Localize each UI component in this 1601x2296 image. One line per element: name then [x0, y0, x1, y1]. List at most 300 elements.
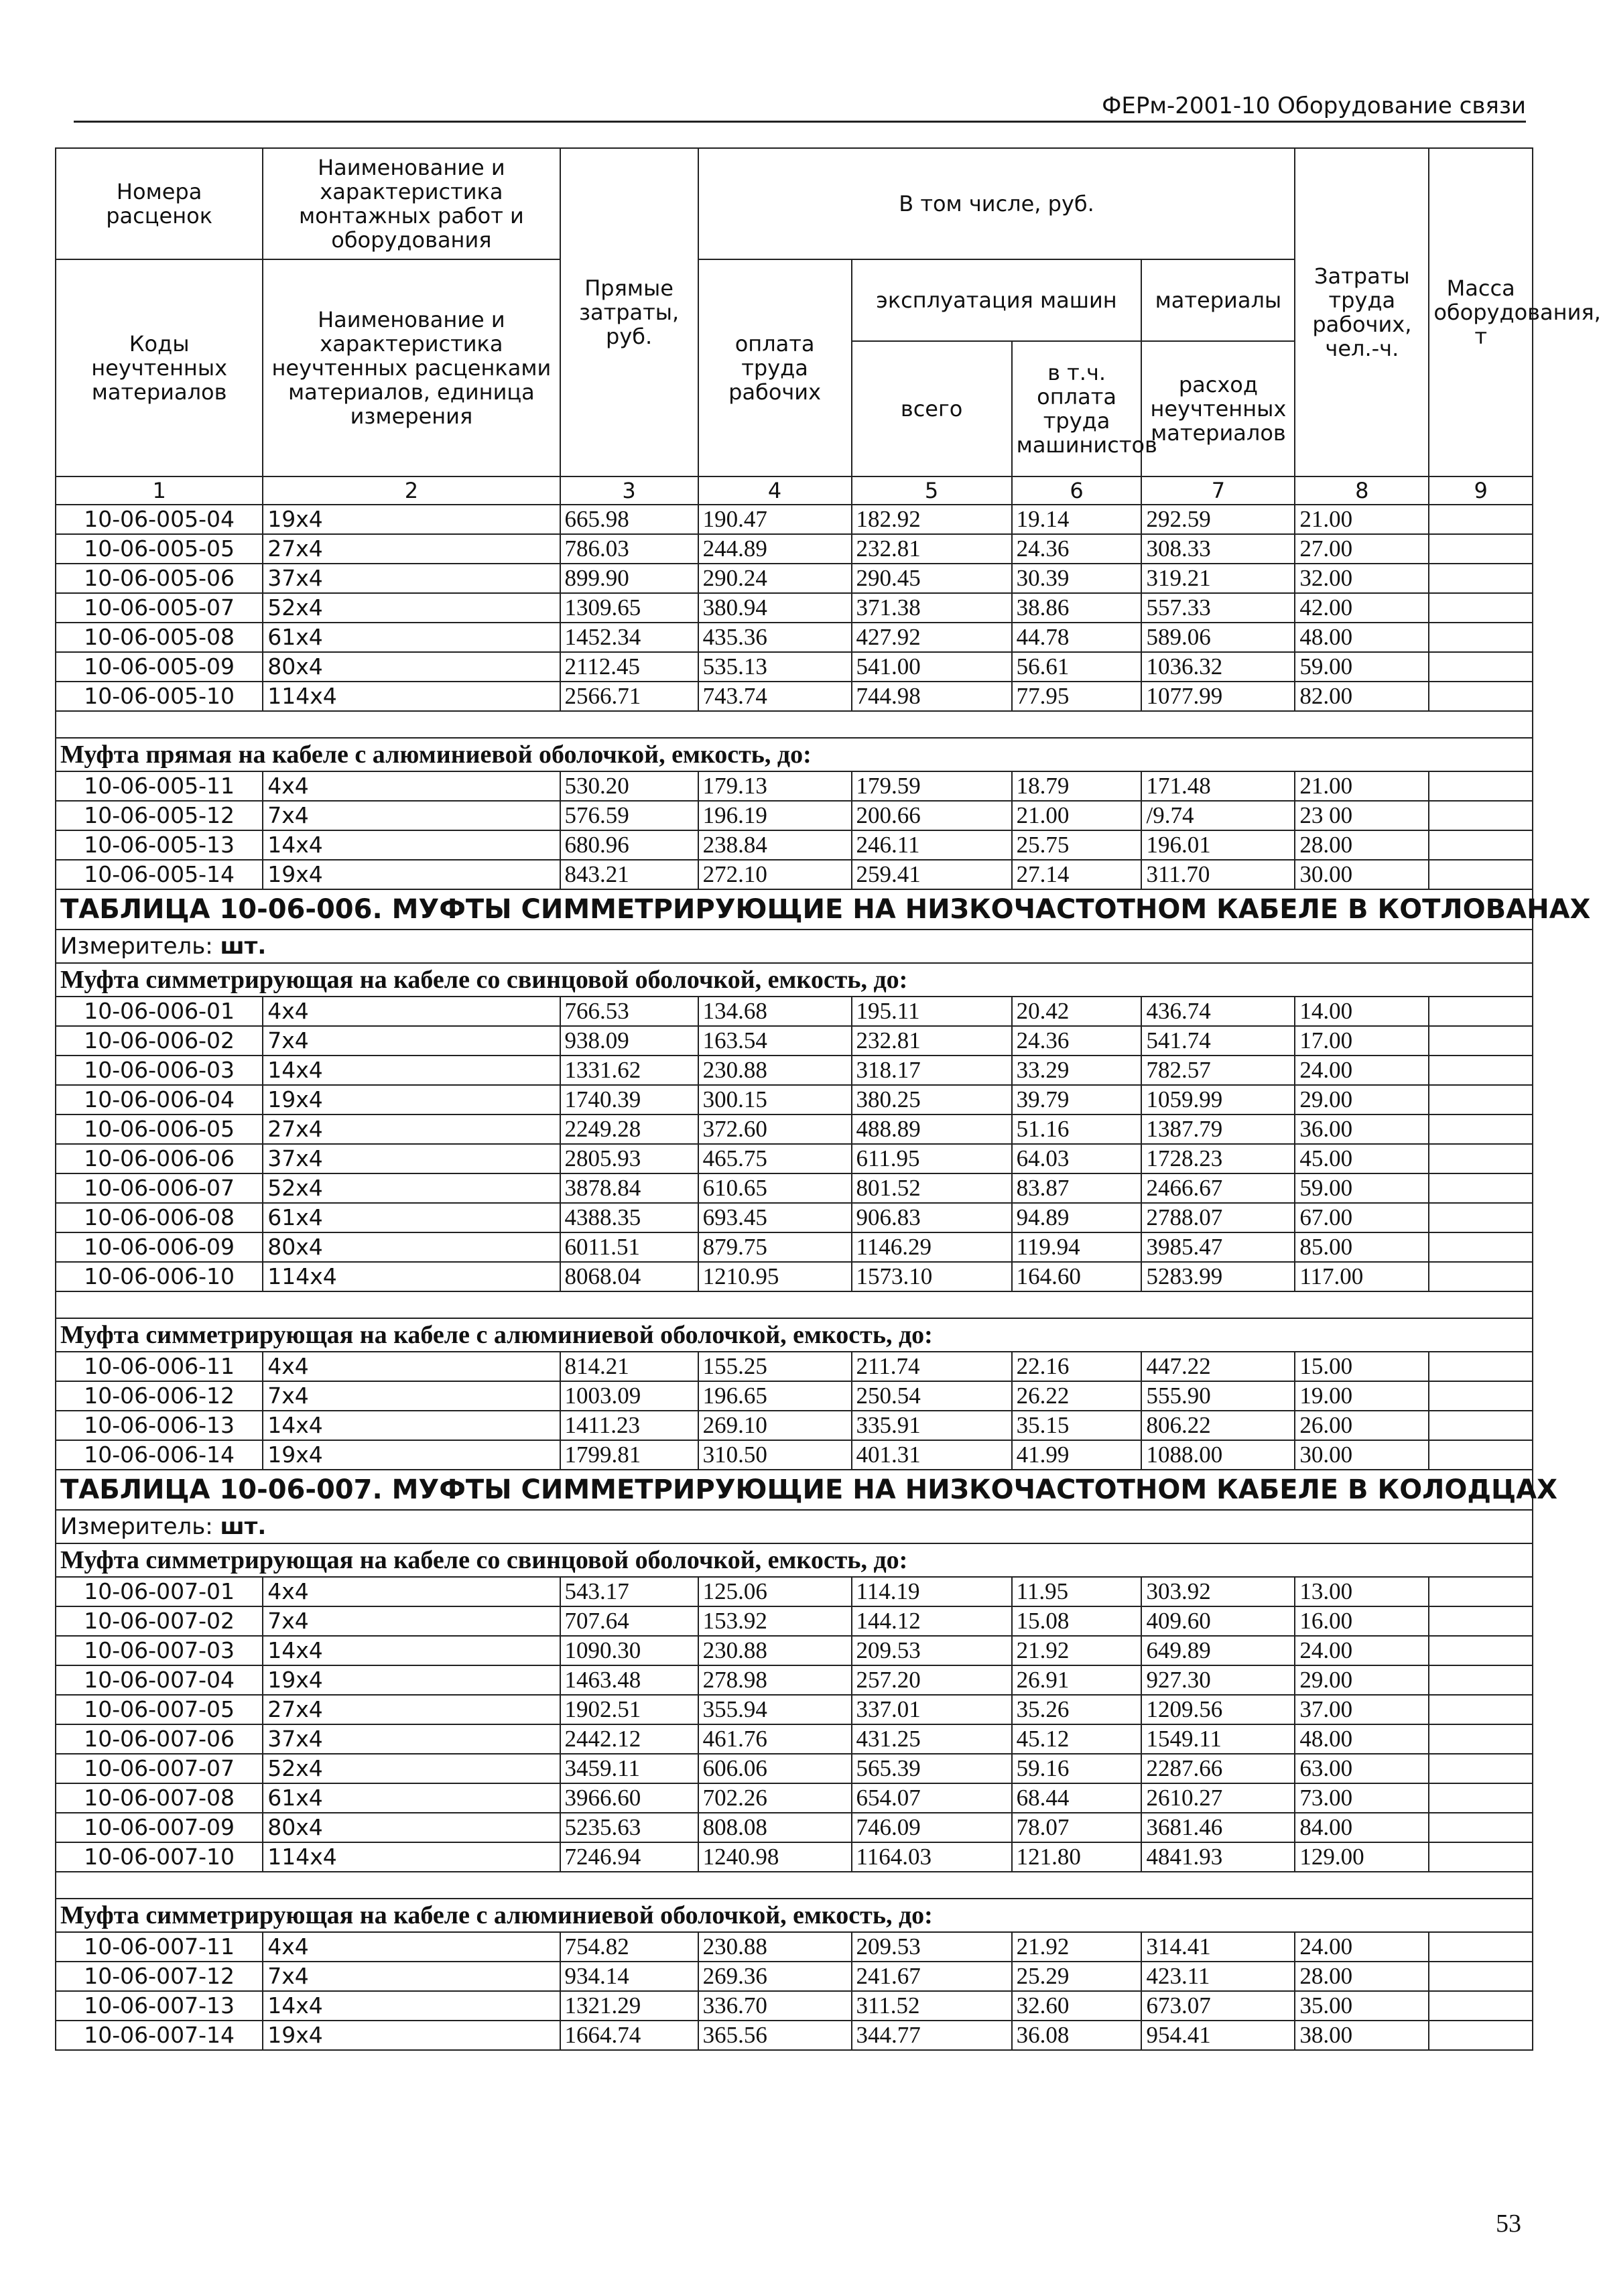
cell-material-use: 4841.93 [1141, 1842, 1295, 1872]
table-row [56, 534, 1533, 564]
hdr-rate-numbers: Номера расценок [56, 148, 263, 259]
cell-mass [1429, 1754, 1533, 1783]
cell-capacity: 61x4 [263, 1203, 560, 1232]
cell-material-use: 171.48 [1141, 771, 1295, 801]
table-row [56, 1026, 1533, 1056]
cell-mass [1429, 1665, 1533, 1695]
cell-rate-code: 10-06-005-12 [56, 801, 263, 830]
cell-mass [1429, 623, 1533, 652]
hdr-machinist-wages: в т.ч. оплата труда машинистов [1012, 341, 1142, 476]
table-title-row [56, 1470, 1533, 1510]
cell-mass [1429, 682, 1533, 711]
cell-direct-cost: 2805.93 [560, 1144, 698, 1173]
table-row [56, 1813, 1533, 1842]
cell-capacity: 14x4 [263, 1991, 560, 2021]
cell-direct-cost: 1309.65 [560, 593, 698, 623]
header-row-1 [56, 148, 1533, 259]
cell-rate-code: 10-06-006-04 [56, 1085, 263, 1114]
cell-capacity: 14x4 [263, 1411, 560, 1440]
cell-capacity: 4x4 [263, 1577, 560, 1606]
cell-labor-hours: 35.00 [1295, 1991, 1429, 2021]
cell-mass [1429, 1056, 1533, 1085]
column-number-8: 8 [1295, 476, 1429, 505]
cell-direct-cost: 3966.60 [560, 1783, 698, 1813]
cell-capacity: 7x4 [263, 801, 560, 830]
table-row [56, 1577, 1533, 1606]
cell-machinist-wages: 51.16 [1012, 1114, 1142, 1144]
cell-machine-total: 488.89 [852, 1114, 1012, 1144]
cell-capacity: 4x4 [263, 1352, 560, 1381]
cell-machinist-wages: 119.94 [1012, 1232, 1142, 1262]
cell-wages: 300.15 [698, 1085, 852, 1114]
cell-mass [1429, 593, 1533, 623]
cell-wages: 238.84 [698, 830, 852, 860]
cell-labor-hours: 19.00 [1295, 1381, 1429, 1411]
cell-labor-hours: 29.00 [1295, 1085, 1429, 1114]
cell-machinist-wages: 26.22 [1012, 1381, 1142, 1411]
unit-row [56, 930, 1533, 963]
cell-rate-code: 10-06-006-09 [56, 1232, 263, 1262]
cell-direct-cost: 2566.71 [560, 682, 698, 711]
hdr-name-materials: Наименование и характеристика неучтенных расценками материалов, единица измерения [263, 259, 560, 476]
cell-machinist-wages: 15.08 [1012, 1606, 1142, 1636]
cell-rate-code: 10-06-006-05 [56, 1114, 263, 1144]
spacer-row [56, 711, 1533, 738]
cell-material-use: 927.30 [1141, 1665, 1295, 1695]
table-row [56, 1352, 1533, 1381]
cell-wages: 365.56 [698, 2021, 852, 2050]
cell-labor-hours: 36.00 [1295, 1114, 1429, 1144]
section-subheading: Муфта симметрирующая на кабеле со свинцовой оболочкой, емкость, до: [56, 1543, 1533, 1577]
cell-wages: 230.88 [698, 1932, 852, 1962]
unit-value: шт. [220, 933, 267, 960]
table-row [56, 1724, 1533, 1754]
table-row [56, 1411, 1533, 1440]
cell-capacity: 80x4 [263, 1232, 560, 1262]
cell-material-use: 1209.56 [1141, 1695, 1295, 1724]
cell-material-use: 314.41 [1141, 1932, 1295, 1962]
cell-machinist-wages: 39.79 [1012, 1085, 1142, 1114]
hdr-name: Наименование и характеристика монтажных работ и оборудования [263, 148, 560, 259]
cell-rate-code: 10-06-005-06 [56, 564, 263, 593]
cell-machine-total: 200.66 [852, 801, 1012, 830]
cell-labor-hours: 14.00 [1295, 997, 1429, 1026]
cell-rate-code: 10-06-007-03 [56, 1636, 263, 1665]
cell-machinist-wages: 38.86 [1012, 593, 1142, 623]
cell-machine-total: 311.52 [852, 1991, 1012, 2021]
cell-wages: 179.13 [698, 771, 852, 801]
column-number-4: 4 [698, 476, 852, 505]
cell-direct-cost: 899.90 [560, 564, 698, 593]
table-row [56, 1144, 1533, 1173]
cell-material-use: 3985.47 [1141, 1232, 1295, 1262]
cell-capacity: 27x4 [263, 534, 560, 564]
hdr-machine-operation: эксплуатация машин [852, 259, 1142, 341]
cell-direct-cost: 1321.29 [560, 1991, 698, 2021]
table-row [56, 564, 1533, 593]
spacer-cell [56, 711, 1533, 738]
cell-mass [1429, 2021, 1533, 2050]
cell-mass [1429, 652, 1533, 682]
table-row [56, 652, 1533, 682]
cell-rate-code: 10-06-005-10 [56, 682, 263, 711]
cell-machine-total: 232.81 [852, 1026, 1012, 1056]
cell-rate-code: 10-06-006-06 [56, 1144, 263, 1173]
cell-direct-cost: 1331.62 [560, 1056, 698, 1085]
cell-capacity: 80x4 [263, 652, 560, 682]
cell-mass [1429, 505, 1533, 534]
table-row [56, 997, 1533, 1026]
hdr-wages: оплата труда рабочих [698, 259, 852, 476]
cell-mass [1429, 1381, 1533, 1411]
cell-material-use: 196.01 [1141, 830, 1295, 860]
cell-machinist-wages: 21.00 [1012, 801, 1142, 830]
cell-capacity: 19x4 [263, 860, 560, 889]
cell-labor-hours: 59.00 [1295, 1173, 1429, 1203]
cell-machine-total: 259.41 [852, 860, 1012, 889]
cell-capacity: 61x4 [263, 623, 560, 652]
cell-wages: 163.54 [698, 1026, 852, 1056]
table-row [56, 1173, 1533, 1203]
cell-wages: 610.65 [698, 1173, 852, 1203]
cell-direct-cost: 1902.51 [560, 1695, 698, 1724]
cell-machinist-wages: 35.15 [1012, 1411, 1142, 1440]
cell-material-use: /9.74 [1141, 801, 1295, 830]
cell-wages: 693.45 [698, 1203, 852, 1232]
cell-wages: 702.26 [698, 1783, 852, 1813]
hdr-mass: Масса оборудования, т [1429, 148, 1533, 476]
cell-mass [1429, 1352, 1533, 1381]
cell-machine-total: 246.11 [852, 830, 1012, 860]
cell-material-use: 1088.00 [1141, 1440, 1295, 1470]
table-row [56, 1232, 1533, 1262]
cell-capacity: 52x4 [263, 593, 560, 623]
page-number: 53 [1496, 2210, 1521, 2238]
cell-material-use: 806.22 [1141, 1411, 1295, 1440]
cell-material-use: 409.60 [1141, 1606, 1295, 1636]
spacer-cell [56, 1291, 1533, 1318]
cell-wages: 196.65 [698, 1381, 852, 1411]
cell-mass [1429, 1962, 1533, 1991]
cell-machine-total: 211.74 [852, 1352, 1012, 1381]
cell-material-use: 557.33 [1141, 593, 1295, 623]
cell-material-use: 1549.11 [1141, 1724, 1295, 1754]
table-row [56, 682, 1533, 711]
cell-direct-cost: 1411.23 [560, 1411, 698, 1440]
cell-capacity: 4x4 [263, 1932, 560, 1962]
cell-material-use: 311.70 [1141, 860, 1295, 889]
cell-material-use: 1036.32 [1141, 652, 1295, 682]
unit-row [56, 1510, 1533, 1543]
cell-machine-total: 290.45 [852, 564, 1012, 593]
cell-wages: 153.92 [698, 1606, 852, 1636]
section-subheading: Муфта симметрирующая на кабеле с алюминиевой оболочкой, емкость, до: [56, 1899, 1533, 1932]
cell-wages: 134.68 [698, 997, 852, 1026]
cell-machinist-wages: 21.92 [1012, 1636, 1142, 1665]
hdr-labor: Затраты труда рабочих, чел.-ч. [1295, 148, 1429, 476]
section-subheading: Муфта симметрирующая на кабеле со свинцовой оболочкой, емкость, до: [56, 963, 1533, 997]
cell-capacity: 114x4 [263, 1262, 560, 1291]
cell-direct-cost: 2442.12 [560, 1724, 698, 1754]
cell-machine-total: 380.25 [852, 1085, 1012, 1114]
cell-machinist-wages: 32.60 [1012, 1991, 1142, 2021]
cell-mass [1429, 534, 1533, 564]
hdr-direct-costs: Прямые затраты, руб. [560, 148, 698, 476]
cell-machinist-wages: 25.29 [1012, 1962, 1142, 1991]
cell-labor-hours: 13.00 [1295, 1577, 1429, 1606]
cell-rate-code: 10-06-006-13 [56, 1411, 263, 1440]
cell-material-use: 1387.79 [1141, 1114, 1295, 1144]
cell-mass [1429, 1173, 1533, 1203]
cell-capacity: 37x4 [263, 1724, 560, 1754]
cell-rate-code: 10-06-005-14 [56, 860, 263, 889]
cell-capacity: 37x4 [263, 564, 560, 593]
cell-direct-cost: 1463.48 [560, 1665, 698, 1695]
cell-direct-cost: 530.20 [560, 771, 698, 801]
cell-direct-cost: 2249.28 [560, 1114, 698, 1144]
cell-mass [1429, 860, 1533, 889]
spacer-row [56, 1291, 1533, 1318]
cell-labor-hours: 30.00 [1295, 860, 1429, 889]
cell-wages: 465.75 [698, 1144, 852, 1173]
cell-capacity: 4x4 [263, 771, 560, 801]
cell-machine-total: 1573.10 [852, 1262, 1012, 1291]
cell-wages: 230.88 [698, 1636, 852, 1665]
table-row [56, 771, 1533, 801]
cell-direct-cost: 7246.94 [560, 1842, 698, 1872]
table-row [56, 1695, 1533, 1724]
cell-machinist-wages: 45.12 [1012, 1724, 1142, 1754]
cell-wages: 336.70 [698, 1991, 852, 2021]
column-number-7: 7 [1141, 476, 1295, 505]
cell-rate-code: 10-06-005-13 [56, 830, 263, 860]
cell-wages: 435.36 [698, 623, 852, 652]
cell-rate-code: 10-06-005-08 [56, 623, 263, 652]
cell-machine-total: 318.17 [852, 1056, 1012, 1085]
cell-rate-code: 10-06-007-13 [56, 1991, 263, 2021]
cell-rate-code: 10-06-007-07 [56, 1754, 263, 1783]
cell-wages: 190.47 [698, 505, 852, 534]
cell-machinist-wages: 36.08 [1012, 2021, 1142, 2050]
cell-machinist-wages: 25.75 [1012, 830, 1142, 860]
cell-material-use: 303.92 [1141, 1577, 1295, 1606]
cell-direct-cost: 754.82 [560, 1932, 698, 1962]
cell-rate-code: 10-06-005-04 [56, 505, 263, 534]
cell-machinist-wages: 35.26 [1012, 1695, 1142, 1724]
cell-direct-cost: 1664.74 [560, 2021, 698, 2050]
column-number-6: 6 [1012, 476, 1142, 505]
cell-mass [1429, 801, 1533, 830]
cell-labor-hours: 26.00 [1295, 1411, 1429, 1440]
column-number-5: 5 [852, 476, 1012, 505]
table-row [56, 1440, 1533, 1470]
cell-material-use: 423.11 [1141, 1962, 1295, 1991]
cell-rate-code: 10-06-005-05 [56, 534, 263, 564]
cell-machine-total: 654.07 [852, 1783, 1012, 1813]
cell-machine-total: 906.83 [852, 1203, 1012, 1232]
unit-line [56, 930, 1533, 963]
cell-rate-code: 10-06-006-10 [56, 1262, 263, 1291]
cell-rate-code: 10-06-006-03 [56, 1056, 263, 1085]
unit-label: Измеритель: [60, 933, 213, 960]
cell-wages: 278.98 [698, 1665, 852, 1695]
table-row [56, 593, 1533, 623]
cell-mass [1429, 1636, 1533, 1665]
cell-capacity: 52x4 [263, 1173, 560, 1203]
unit-line [56, 1510, 1533, 1543]
cell-labor-hours: 37.00 [1295, 1695, 1429, 1724]
table-title: ТАБЛИЦА 10-06-006. МУФТЫ СИММЕТРИРУЮЩИЕ НА НИЗКОЧАСТОТНОМ КАБЕЛЕ В КОТЛОВАНАХ [56, 889, 1533, 930]
cell-machine-total: 195.11 [852, 997, 1012, 1026]
column-number-row [56, 476, 1533, 505]
table-row [56, 801, 1533, 830]
cell-rate-code: 10-06-006-07 [56, 1173, 263, 1203]
cell-machine-total: 241.67 [852, 1962, 1012, 1991]
cell-wages: 535.13 [698, 652, 852, 682]
cell-rate-code: 10-06-007-10 [56, 1842, 263, 1872]
cell-machinist-wages: 19.14 [1012, 505, 1142, 534]
cell-machine-total: 209.53 [852, 1636, 1012, 1665]
cell-machinist-wages: 41.99 [1012, 1440, 1142, 1470]
cell-mass [1429, 1203, 1533, 1232]
cell-labor-hours: 24.00 [1295, 1932, 1429, 1962]
cell-wages: 272.10 [698, 860, 852, 889]
table-row [56, 830, 1533, 860]
cell-rate-code: 10-06-007-06 [56, 1724, 263, 1754]
cell-wages: 244.89 [698, 534, 852, 564]
cell-capacity: 52x4 [263, 1754, 560, 1783]
cell-material-use: 954.41 [1141, 2021, 1295, 2050]
table-row [56, 1783, 1533, 1813]
header-rule [74, 121, 1526, 123]
cell-labor-hours: 23 00 [1295, 801, 1429, 830]
cell-labor-hours: 15.00 [1295, 1352, 1429, 1381]
cell-capacity: 14x4 [263, 1056, 560, 1085]
cell-material-use: 2287.66 [1141, 1754, 1295, 1783]
cell-material-use: 2788.07 [1141, 1203, 1295, 1232]
cell-machine-total: 401.31 [852, 1440, 1012, 1470]
cell-labor-hours: 82.00 [1295, 682, 1429, 711]
cell-direct-cost: 938.09 [560, 1026, 698, 1056]
cell-machinist-wages: 164.60 [1012, 1262, 1142, 1291]
cell-rate-code: 10-06-005-09 [56, 652, 263, 682]
cell-direct-cost: 665.98 [560, 505, 698, 534]
cell-machine-total: 565.39 [852, 1754, 1012, 1783]
cell-wages: 196.19 [698, 801, 852, 830]
cell-machine-total: 344.77 [852, 2021, 1012, 2050]
cell-wages: 380.94 [698, 593, 852, 623]
cell-labor-hours: 21.00 [1295, 505, 1429, 534]
cell-direct-cost: 576.59 [560, 801, 698, 830]
cell-machine-total: 801.52 [852, 1173, 1012, 1203]
cell-material-use: 541.74 [1141, 1026, 1295, 1056]
cell-rate-code: 10-06-007-05 [56, 1695, 263, 1724]
cell-direct-cost: 4388.35 [560, 1203, 698, 1232]
cell-wages: 310.50 [698, 1440, 852, 1470]
cell-rate-code: 10-06-006-14 [56, 1440, 263, 1470]
cell-rate-code: 10-06-007-04 [56, 1665, 263, 1695]
cell-machine-total: 232.81 [852, 534, 1012, 564]
hdr-codes: Коды неучтенных материалов [56, 259, 263, 476]
cell-machinist-wages: 64.03 [1012, 1144, 1142, 1173]
cell-labor-hours: 129.00 [1295, 1842, 1429, 1872]
cell-material-use: 447.22 [1141, 1352, 1295, 1381]
cell-mass [1429, 1577, 1533, 1606]
cell-direct-cost: 843.21 [560, 860, 698, 889]
cell-wages: 808.08 [698, 1813, 852, 1842]
cell-material-use: 589.06 [1141, 623, 1295, 652]
cell-material-use: 782.57 [1141, 1056, 1295, 1085]
cell-labor-hours: 117.00 [1295, 1262, 1429, 1291]
cell-material-use: 555.90 [1141, 1381, 1295, 1411]
cell-mass [1429, 1114, 1533, 1144]
cell-material-use: 292.59 [1141, 505, 1295, 534]
cell-labor-hours: 29.00 [1295, 1665, 1429, 1695]
rates-table [55, 147, 1601, 2051]
cell-direct-cost: 707.64 [560, 1606, 698, 1636]
cell-machinist-wages: 68.44 [1012, 1783, 1142, 1813]
table-row [56, 623, 1533, 652]
cell-capacity: 61x4 [263, 1783, 560, 1813]
running-header: ФЕРм-2001-10 Оборудование связи [1102, 92, 1526, 119]
table-row [56, 505, 1533, 534]
cell-capacity: 14x4 [263, 1636, 560, 1665]
table-title-row [56, 889, 1533, 930]
cell-material-use: 3681.46 [1141, 1813, 1295, 1842]
cell-material-use: 319.21 [1141, 564, 1295, 593]
cell-capacity: 27x4 [263, 1114, 560, 1144]
cell-material-use: 649.89 [1141, 1636, 1295, 1665]
hdr-unaccounted-use: расход неучтенных материалов [1141, 341, 1295, 476]
cell-wages: 1210.95 [698, 1262, 852, 1291]
cell-wages: 743.74 [698, 682, 852, 711]
cell-wages: 606.06 [698, 1754, 852, 1783]
cell-mass [1429, 564, 1533, 593]
cell-mass [1429, 771, 1533, 801]
cell-machine-total: 611.95 [852, 1144, 1012, 1173]
table-row [56, 1056, 1533, 1085]
cell-wages: 879.75 [698, 1232, 852, 1262]
cell-mass [1429, 830, 1533, 860]
cell-machinist-wages: 56.61 [1012, 652, 1142, 682]
cell-labor-hours: 45.00 [1295, 1144, 1429, 1173]
cell-machine-total: 427.92 [852, 623, 1012, 652]
cell-machinist-wages: 44.78 [1012, 623, 1142, 652]
cell-machine-total: 337.01 [852, 1695, 1012, 1724]
subheading-row [56, 1543, 1533, 1577]
cell-wages: 155.25 [698, 1352, 852, 1381]
cell-labor-hours: 30.00 [1295, 1440, 1429, 1470]
cell-direct-cost: 680.96 [560, 830, 698, 860]
table-row [56, 1665, 1533, 1695]
unit-value: шт. [220, 1513, 267, 1540]
cell-machine-total: 1146.29 [852, 1232, 1012, 1262]
cell-machinist-wages: 26.91 [1012, 1665, 1142, 1695]
cell-machine-total: 182.92 [852, 505, 1012, 534]
cell-machinist-wages: 18.79 [1012, 771, 1142, 801]
cell-capacity: 19x4 [263, 1440, 560, 1470]
cell-rate-code: 10-06-006-11 [56, 1352, 263, 1381]
cell-material-use: 436.74 [1141, 997, 1295, 1026]
table-row [56, 1932, 1533, 1962]
column-number-9: 9 [1429, 476, 1533, 505]
cell-machinist-wages: 24.36 [1012, 1026, 1142, 1056]
cell-machine-total: 179.59 [852, 771, 1012, 801]
cell-material-use: 2610.27 [1141, 1783, 1295, 1813]
cell-mass [1429, 1232, 1533, 1262]
cell-labor-hours: 67.00 [1295, 1203, 1429, 1232]
cell-direct-cost: 1740.39 [560, 1085, 698, 1114]
